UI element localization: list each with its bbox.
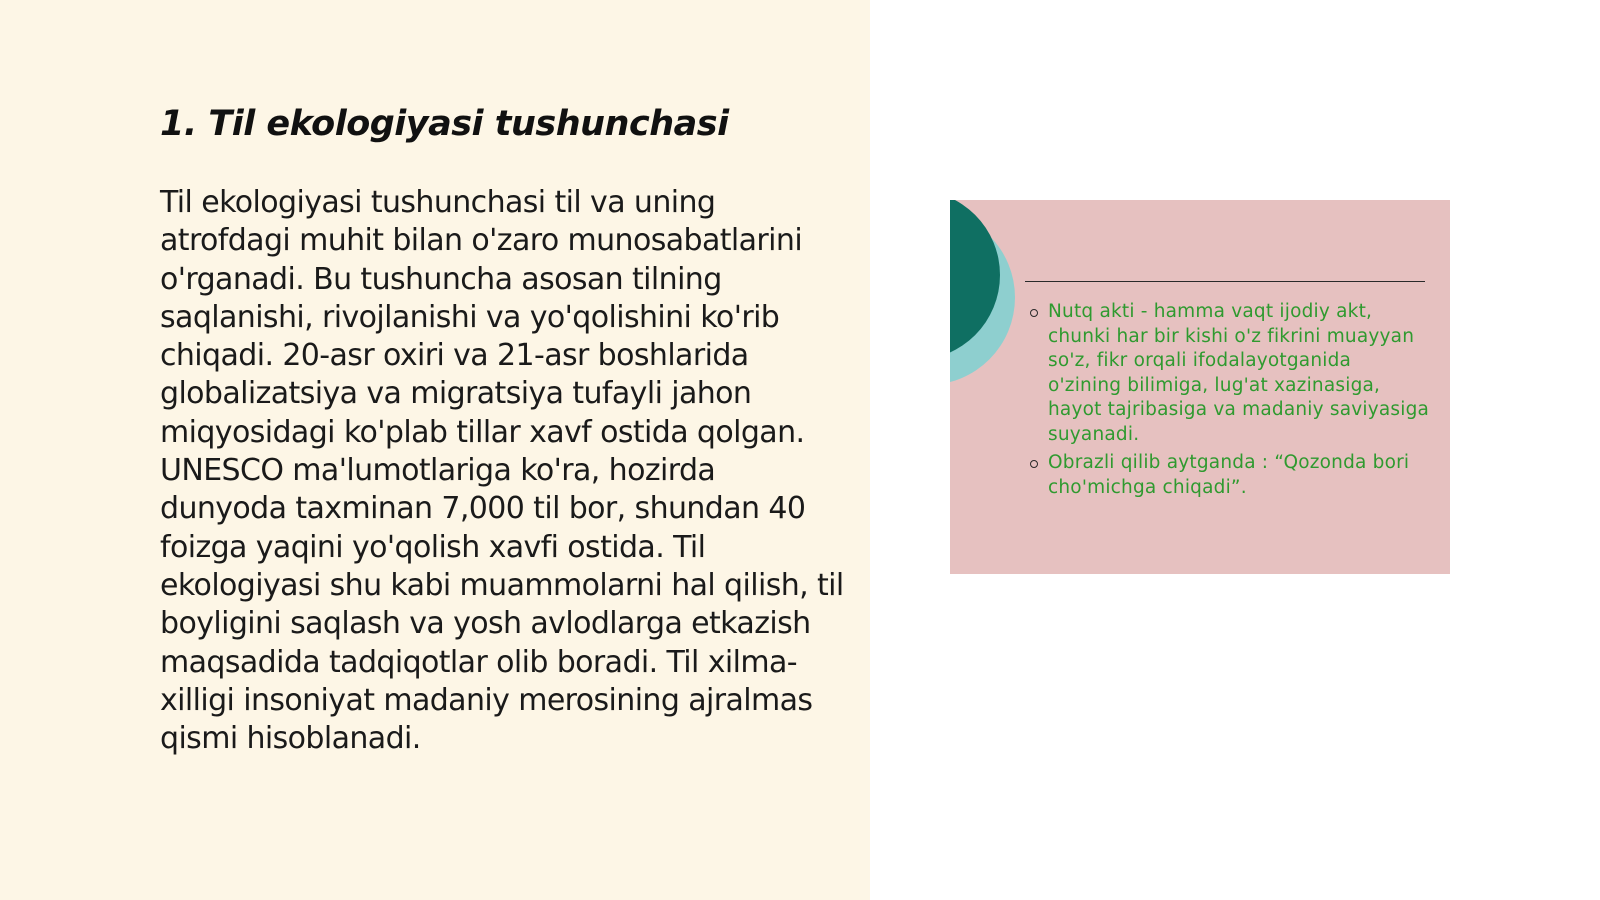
inset-divider-line: [1025, 281, 1425, 282]
inset-bullet-list: [1030, 300, 1430, 504]
inset-bullet-item: [1030, 300, 1430, 447]
inset-bullet-text: Obrazli qilib aytganda : “Qozonda bori cho'michga chiqadi”.: [1048, 452, 1410, 498]
slide-title: 1. Til ekologiyasi tushunchasi: [160, 104, 729, 144]
circle-bullet-icon: [1030, 460, 1038, 468]
inset-bullet-text: Nutq akti - hamma vaqt ijodiy akt, chunki har bir kishi o'z fikrini muayyan so'z, fikr orqali ifodalayotganida o'zining bilimiga, lug'at xazinasiga, hayot tajribasiga va madaniy saviyasiga suyanadi.: [1048, 301, 1430, 445]
inset-bullet-item: [1030, 451, 1430, 500]
inset-slide-image: [950, 200, 1450, 574]
circle-bullet-icon: [1030, 309, 1038, 317]
body-paragraph: Til ekologiyasi tushunchasi til va uning atrofdagi muhit bilan o'zaro munosabatlarini o'rganadi. Bu tushuncha asosan tilning saqlanishi, rivojlanishi va yo'qolishini ko'rib chiqadi. 20-asr oxiri va 21-asr boshlarida globalizatsiya va migratsiya tufayli jahon miqyosidagi ko'plab tillar xavf ostida qolgan. UNESCO ma'lumotlariga ko'ra, hozirda dunyoda taxminan 7,000 til bor, shundan 40 foizga yaqini yo'qolish xavfi ostida. Til ekologiyasi shu kabi muammolarni hal qilish, til boyligini saqlash va yosh avlodlarga etkazish maqsadida tadqiqotlar olib boradi. Til xilma-xilligi insoniyat madaniy merosining ajralmas qismi hisoblanadi.: [160, 185, 844, 757]
